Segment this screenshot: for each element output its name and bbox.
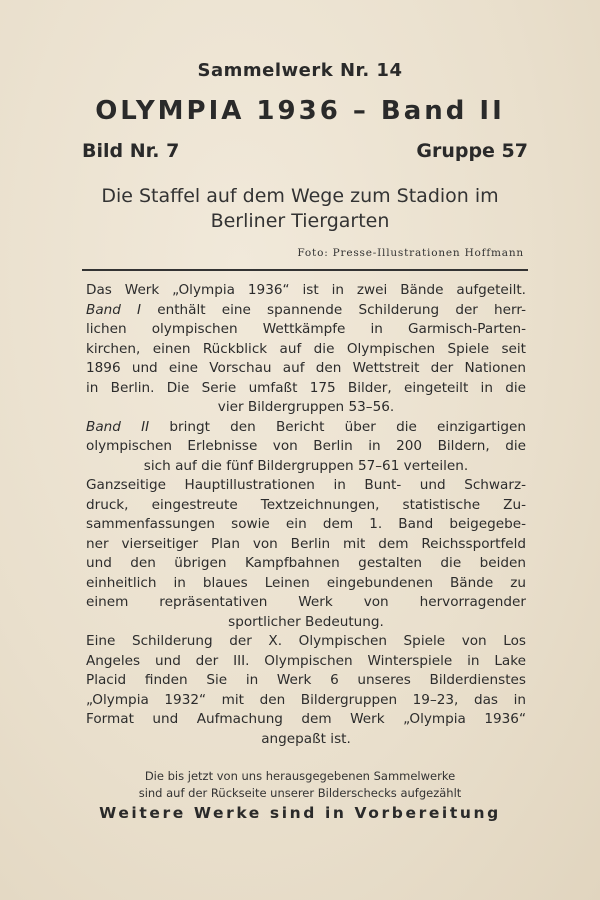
closing-line: Weitere Werke sind in Vorbereitung [99, 804, 501, 822]
band-2-label: Band II [86, 418, 150, 435]
text-line: 1896 und eine Vorschau auf den Wettstreit der Nationen [86, 360, 526, 376]
series-number: Sammelwerk Nr. 14 [197, 60, 403, 81]
text-line: lichen olympischen Wettkämpfe in Garmisch-Parten- [86, 321, 526, 337]
picture-caption [0, 184, 600, 234]
divider-rule [82, 269, 528, 271]
text-line: sich auf die fünf Bildergruppen 57–61 verteilen. [143, 457, 469, 474]
text-line: einem repräsentativen Werk von hervorragender [86, 594, 526, 610]
text-line: Ganzseitige Hauptillustrationen in Bunt- und Schwarz- [86, 477, 526, 493]
text-line: Placid finden Sie in Werk 6 unseres Bilderdienstes [86, 672, 526, 688]
text-line: vier Bildergruppen 53–56. [217, 399, 395, 415]
photo-credit: Foto: Presse-Illustrationen Hoffmann [297, 247, 524, 259]
text-line: sammenfassungen sowie ein dem 1. Band beigegebe- [86, 516, 526, 532]
text-line: Format und Aufmachung dem Werk „Olympia 1936“ [86, 711, 526, 727]
text-line: in Berlin. Die Serie umfaßt 175 Bilder, eingeteilt in die [86, 379, 526, 396]
footnote [0, 768, 600, 802]
text-line: Band II bringt den Bericht über die einzigartigen [86, 418, 526, 435]
footnote-line: sind auf der Rückseite unserer Bilderschecks aufgezählt [138, 786, 462, 800]
text-line: sportlicher Bedeutung. [228, 613, 384, 630]
text-line: „Olympia 1932“ mit den Bildergruppen 19–23, das in [86, 691, 526, 708]
text-line: ner vierseitiger Plan von Berlin mit dem Reichssportfeld [86, 535, 526, 552]
album-title: OLYMPIA 1936 – Band II [95, 96, 505, 126]
text-line: und den übrigen Kampfbahnen gestalten die beiden [86, 555, 526, 571]
text-line: Band I enthält eine spannende Schilderung der herr- [86, 301, 527, 318]
text-line: olympischen Erlebnisse von Berlin in 200 Bildern, die [86, 438, 526, 454]
caption-line: Die Staffel auf dem Wege zum Stadion im [101, 185, 499, 207]
card-meta-row [82, 140, 528, 166]
text-line: Das Werk „Olympia 1936“ ist in zwei Bände aufgeteilt. [86, 282, 526, 298]
text-line: Eine Schilderung der X. Olympischen Spiele von Los [86, 633, 526, 649]
band-1-label: Band I [86, 301, 142, 318]
text-line: angepaßt ist. [261, 730, 351, 747]
text-line: Angeles und der III. Olympischen Winterspiele in Lake [86, 652, 526, 669]
caption-line: Berliner Tiergarten [210, 210, 390, 232]
text-line: einheitlich in blaues Leinen eingebundenen Bände zu [86, 574, 526, 591]
footnote-line: Die bis jetzt von uns herausgegebenen Sammelwerke [144, 769, 456, 783]
text-line: druck, eingestreute Textzeichnungen, statistische Zu- [86, 496, 526, 513]
text-line: kirchen, einen Rückblick auf die Olympischen Spiele seit [86, 340, 526, 357]
group-number: Gruppe 57 [416, 140, 528, 162]
image-number: Bild Nr. 7 [82, 140, 180, 162]
description-text [86, 281, 526, 749]
